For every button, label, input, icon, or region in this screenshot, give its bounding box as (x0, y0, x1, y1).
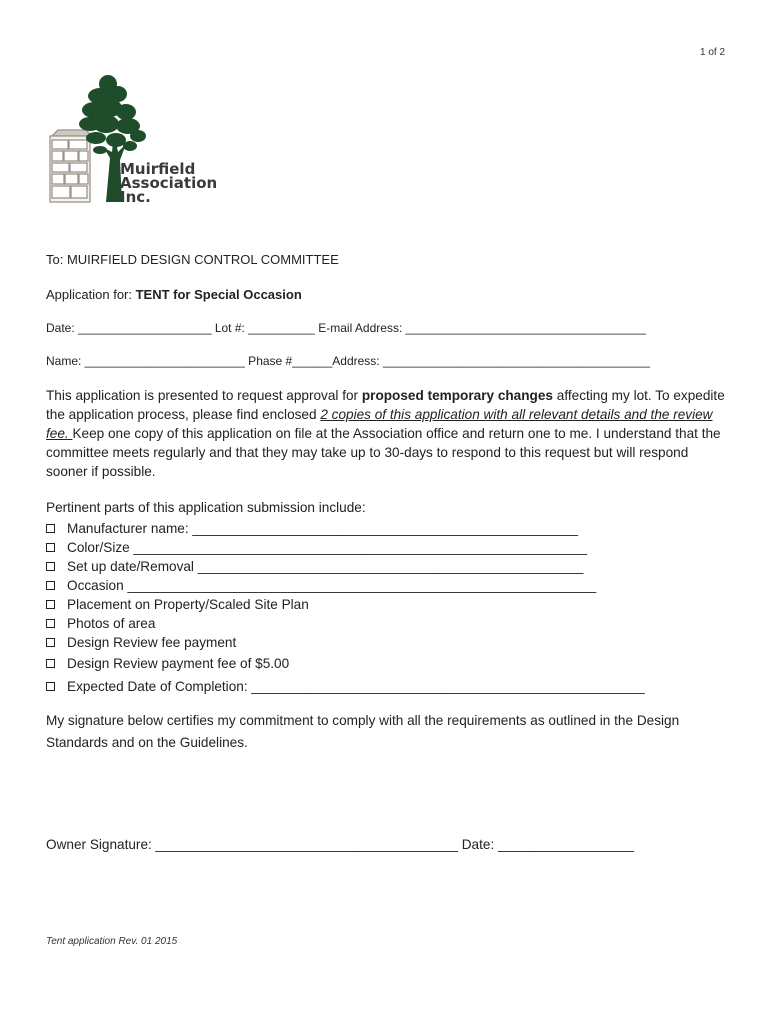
checklist-item-label: Occasion ______________________________________________________________ (67, 578, 597, 593)
checkbox-icon[interactable] (46, 600, 55, 609)
checklist-item-label: Placement on Property/Scaled Site Plan (67, 597, 309, 612)
checklist-item[interactable] (46, 538, 645, 557)
owner-signature-line[interactable]: Owner Signature: ________________________________________ Date: __________________ (46, 837, 635, 852)
intro-text-2: affecting my lot. To expedite the application process, please find enclosed (46, 388, 725, 422)
logo-text-line3: Inc. (120, 188, 151, 206)
intro-paragraph (46, 386, 726, 481)
muirfield-logo (44, 70, 224, 210)
checkbox-icon[interactable] (46, 638, 55, 647)
checklist-item[interactable] (46, 576, 645, 595)
checklist-item-label: Manufacturer name: ___________________________________________________ (67, 521, 578, 536)
checklist-item-label: Expected Date of Completion: ____________________________________________________ (67, 679, 645, 694)
checklist-item-label: Design Review payment fee of $5.00 (67, 656, 290, 671)
date-lot-email-fields[interactable]: Date: ____________________ Lot #: __________ E-mail Address: ____________________________________ (46, 321, 646, 335)
application-for-value: TENT for Special Occasion (135, 287, 302, 302)
checklist-item[interactable] (46, 519, 645, 538)
pertinent-parts-heading: Pertinent parts of this application submission include: (46, 500, 366, 515)
checklist-item[interactable] (46, 614, 645, 633)
certification-paragraph: My signature below certifies my commitment to comply with all the requirements as outlined in the Design Standards and on the Guidelines. (46, 713, 680, 750)
intro-bold-text: proposed temporary changes (361, 388, 553, 403)
checklist-item[interactable] (46, 654, 645, 673)
checkbox-icon[interactable] (46, 543, 55, 552)
checkbox-icon[interactable] (46, 581, 55, 590)
application-for-label: Application for: (46, 287, 136, 302)
recipient-line: To: MUIRFIELD DESIGN CONTROL COMMITTEE (46, 252, 339, 267)
checklist-item-label: Set up date/Removal ___________________________________________________ (67, 559, 584, 574)
checklist-item-label: Photos of area (67, 616, 156, 631)
application-for-line (46, 287, 302, 302)
name-phase-address-fields[interactable]: Name: ________________________ Phase #______Address: ________________________________________ (46, 354, 650, 368)
checkbox-icon[interactable] (46, 562, 55, 571)
intro-text-3: Keep one copy of this application on file at the Association office and return one to me. I understand that the committee meets regularly and that they may take up to 30-days to respond to this request but will respond sooner if possible. (46, 426, 721, 479)
checkbox-icon[interactable] (46, 619, 55, 628)
checklist-item[interactable] (46, 677, 645, 696)
submission-checklist (46, 519, 645, 696)
checkbox-icon[interactable] (46, 682, 55, 691)
checkbox-icon[interactable] (46, 659, 55, 668)
intro-underlined-text: 2 copies of this application with all relevant details and the review fee. (46, 407, 713, 441)
checklist-item-label: Design Review fee payment (67, 635, 237, 650)
logo-text-line2: Association (120, 174, 218, 192)
intro-text-1: This application is presented to request approval for (46, 388, 362, 403)
checklist-item[interactable] (46, 595, 645, 614)
page-number: 1 of 2 (700, 47, 726, 58)
checklist-item-label: Color/Size ____________________________________________________________ (67, 540, 588, 555)
logo-text-line1: Muirfield (120, 160, 196, 178)
checkbox-icon[interactable] (46, 524, 55, 533)
checklist-item[interactable] (46, 633, 645, 652)
form-revision-footer: Tent application Rev. 01 2015 (46, 936, 178, 947)
checklist-item[interactable] (46, 557, 645, 576)
